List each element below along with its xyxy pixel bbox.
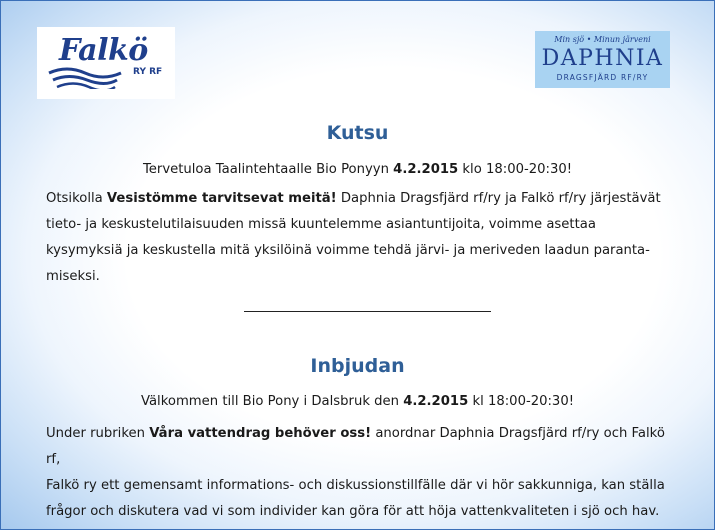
swedish-welcome-text: Välkommen till Bio Pony i Dalsbruk den: [140, 394, 404, 409]
finnish-welcome-text: Tervetuloa Taalintehtaalle Bio Ponyyn: [142, 162, 394, 177]
swedish-paragraph: [46, 421, 676, 525]
falko-logo: [37, 27, 175, 99]
daphnia-logo-tagline: Min sjö • Minun järveni: [554, 35, 651, 44]
daphnia-logo: [535, 31, 670, 88]
finnish-line-4: miseksi.: [46, 269, 100, 284]
finnish-line-1-start: Otsikolla: [46, 191, 107, 206]
swedish-line-1-bold: Våra vattendrag behöver oss!: [149, 426, 372, 441]
swedish-heading: Inbjudan: [310, 355, 405, 377]
swedish-welcome: [1, 394, 714, 409]
swedish-welcome-time: kl 18:00-20:30!: [468, 394, 575, 409]
swedish-line-2: Falkö ry ett gemensamt informations- och diskussionstillfälle där vi hör sakkunniga, kan ställa: [46, 478, 665, 493]
section-divider: [244, 311, 491, 312]
swedish-line-1-start: Under rubriken: [46, 426, 150, 441]
finnish-line-1-end: Daphnia Dragsfjärd rf/ry ja Falkö rf/ry järjestävät: [336, 191, 661, 206]
falko-logo-name: Falkö: [59, 33, 148, 68]
finnish-line-1: [46, 186, 676, 212]
finnish-line-3: kysymyksiä ja keskustella mitä yksilöinä voimme tehdä järvi- ja meriveden laadun paranta-: [46, 243, 650, 258]
finnish-line-2: tieto- ja keskustelutilaisuuden missä kuuntelemme asiantuntijoita, voimme asettaa: [46, 217, 596, 232]
finnish-welcome: [1, 162, 714, 177]
finnish-welcome-time: klo 18:00-20:30!: [458, 162, 573, 177]
swedish-line-1: [46, 421, 676, 473]
swedish-line-1-end: anordnar Daphnia Dragsfjärd rf/ry och Falkö rf,: [46, 426, 665, 467]
finnish-paragraph: [46, 186, 676, 290]
daphnia-logo-name: DAPHNIA: [541, 46, 664, 71]
finnish-welcome-date: 4.2.2015: [393, 162, 459, 177]
swedish-line-3: frågor och diskutera vad vi som individer kan göra för att höja vattenkvaliteten i sjö och hav.: [46, 504, 660, 519]
wave-icon: [47, 67, 137, 89]
finnish-line-1-bold: Vesistömme tarvitsevat meitä!: [106, 191, 337, 206]
swedish-welcome-date: 4.2.2015: [403, 394, 469, 409]
daphnia-logo-sub: DRAGSFJÄRD RF/RY: [556, 73, 649, 82]
finnish-heading: Kutsu: [326, 122, 389, 144]
falko-logo-suffix: RY RF: [133, 67, 163, 77]
